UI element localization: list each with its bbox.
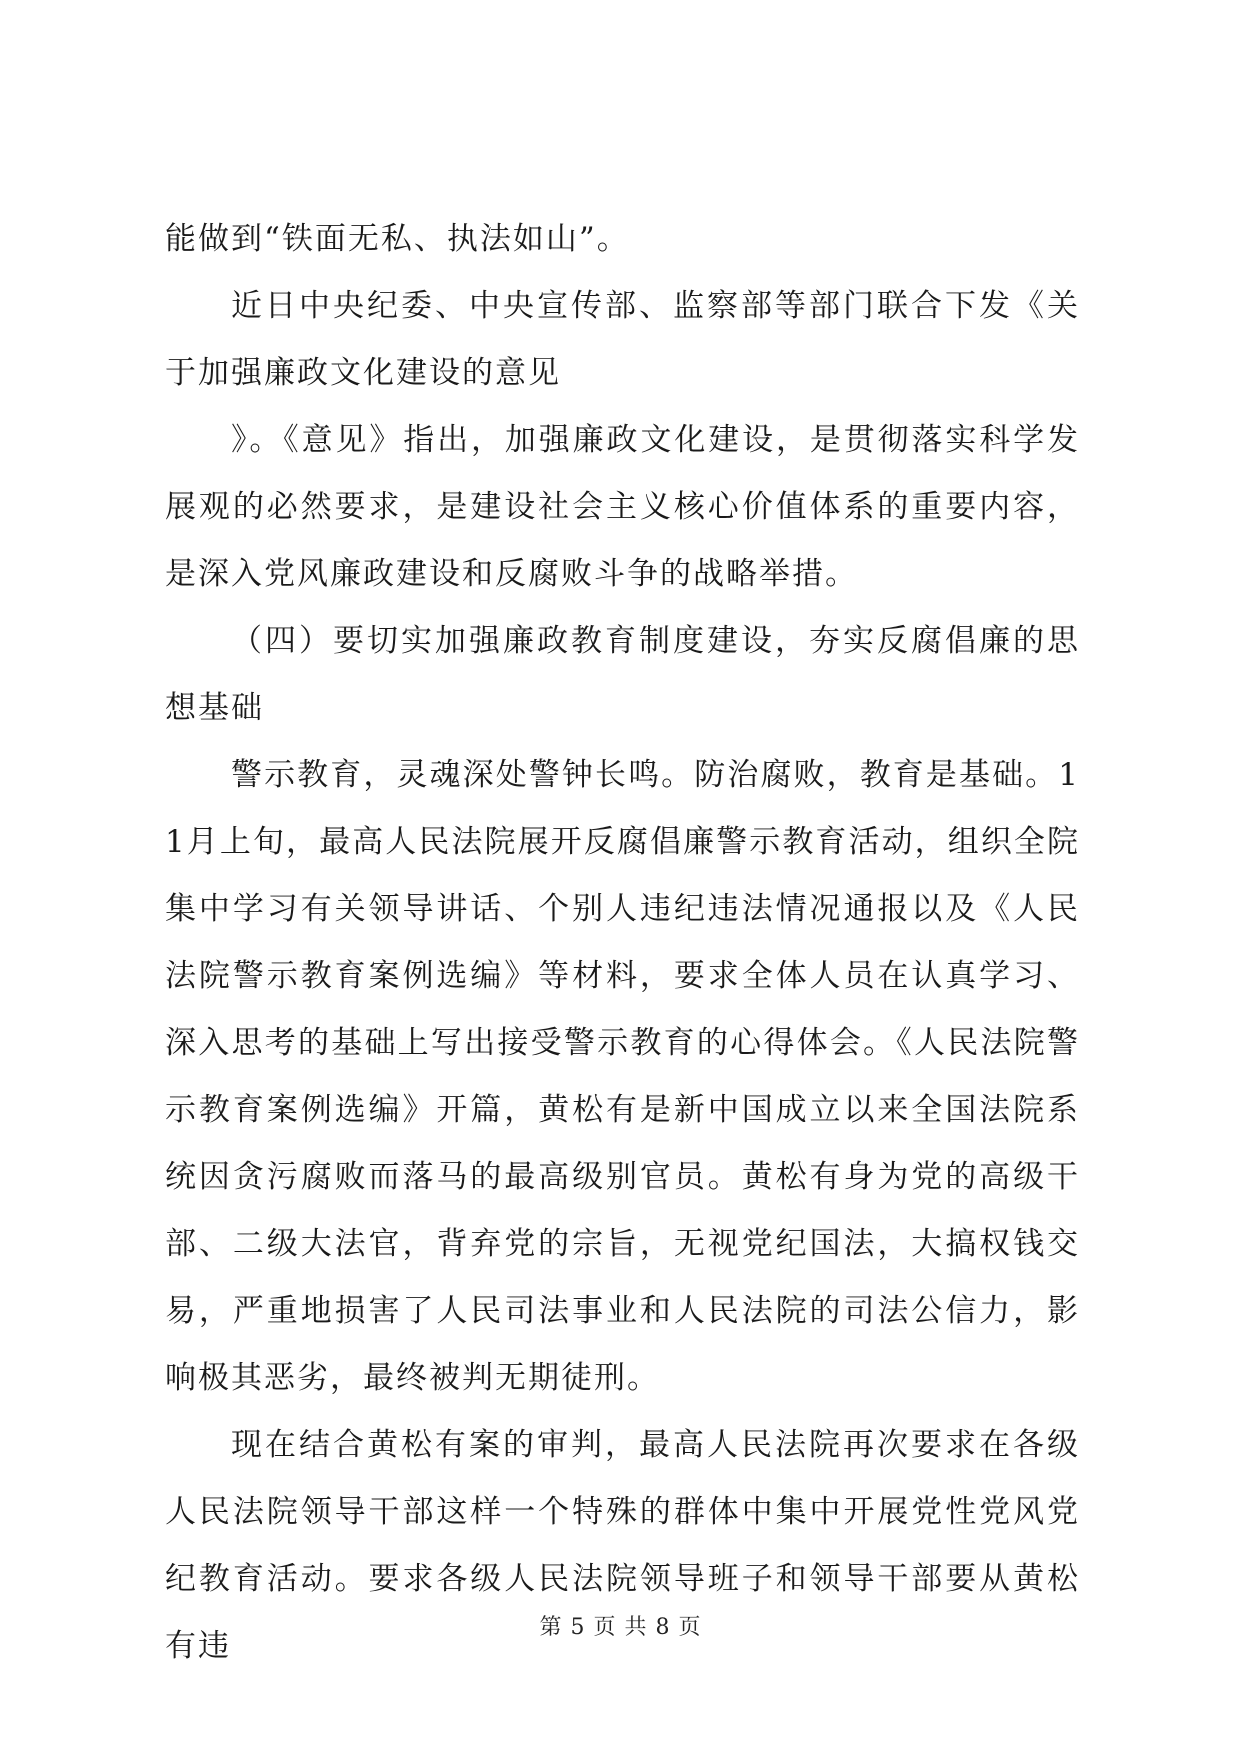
page-number-footer: 第 5 页 共 8 页 (539, 1615, 702, 1640)
section-heading-4: （四）要切实加强廉政教育制度建设，夯实反腐倡廉的思想基础 (165, 623, 1080, 726)
paragraph-1: 能做到“铁面无私、执法如山”。 (165, 221, 630, 257)
document-body (165, 206, 1080, 1680)
paragraph-3: 》。《意见》指出，加强廉政文化建设，是贯彻落实科学发展观的必然要求，是建设社会主义核心价值体系的重要内容，是深入党风廉政建设和反腐败斗争的战略举措。 (165, 422, 1080, 592)
paragraph-5: 警示教育，灵魂深处警钟长鸣。防治腐败，教育是基础。11月上旬，最高人民法院展开反腐倡廉警示教育活动，组织全院集中学习有关领导讲话、个别人违纪违法情况通报以及《人民法院警示教育案例选编》等材料，要求全体人员在认真学习、深入思考的基础上写出接受警示教育的心得体会。《人民法院警示教育案例选编》开篇，黄松有是新中国成立以来全国法院系统因贪污腐败而落马的最高级别官员。黄松有身为党的高级干部、二级大法官，背弃党的宗旨，无视党纪国法，大搞权钱交易，严重地损害了人民司法事业和人民法院的司法公信力，影响极其恶劣，最终被判无期徒刑。 (165, 757, 1080, 1396)
paragraph-2: 近日中央纪委、中央宣传部、监察部等部门联合下发《关于加强廉政文化建设的意见 (165, 288, 1080, 391)
paragraph-6: 现在结合黄松有案的审判，最高人民法院再次要求在各级人民法院领导干部这样一个特殊的群体中集中开展党性党风党纪教育活动。要求各级人民法院领导班子和领导干部要从黄松有违 (165, 1427, 1080, 1664)
